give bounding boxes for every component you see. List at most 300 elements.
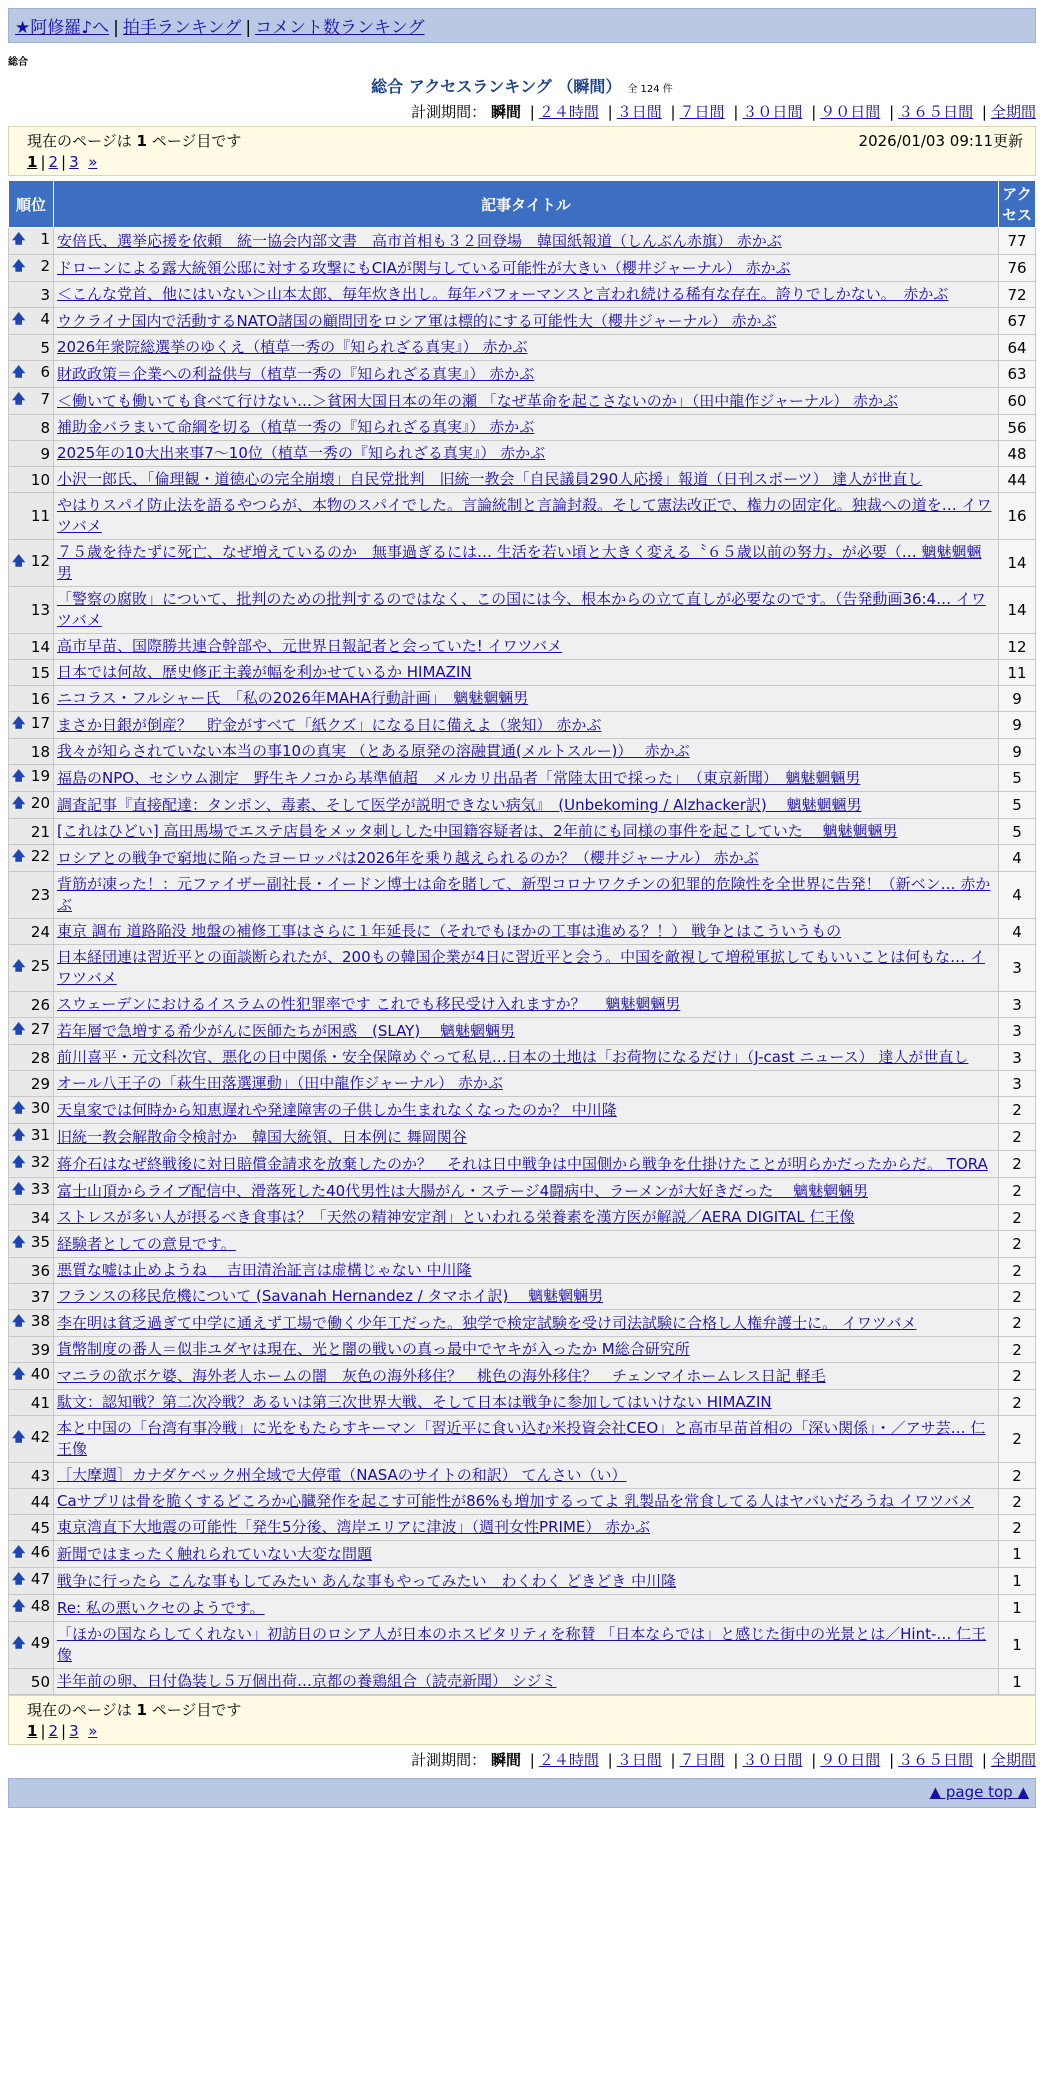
article-link[interactable]: 新聞ではまったく触れられていない大変な問題 [57, 1544, 373, 1563]
rank-number: 9 [40, 444, 50, 463]
title-cell [54, 819, 999, 845]
article-link[interactable]: フランスの移民危機について (Savanah Hernandez / タマホイ訳) 魑魅魍魎男 [57, 1287, 604, 1305]
rank-cell [9, 1310, 54, 1337]
table-row [9, 1205, 1036, 1231]
article-link[interactable]: 本と中国の「台湾有事冷戦」に光をもたらすキーマン「習近平に食い込む米投資会社CEO」と高市早苗首相の「深い関係」・／アサ芸… 仁王像 [57, 1419, 986, 1458]
pager-top: 現在のページは 1 ページ目です 2026/01/03 09:11更新 1 | 2 | 3 » [8, 126, 1036, 176]
table-row [9, 992, 1036, 1018]
table-row [9, 1284, 1036, 1310]
up-arrow-icon: 🡅 [12, 365, 26, 380]
rank-number: 36 [30, 1261, 50, 1280]
up-arrow-icon: 🡅 [12, 1367, 26, 1382]
table-row [9, 1310, 1036, 1337]
rank-cell [9, 919, 54, 945]
up-arrow-icon: 🡅 [12, 716, 26, 731]
asyura-home-link[interactable]: ★阿修羅♪へ [15, 18, 110, 38]
access-count: 14 [999, 587, 1036, 634]
access-count: 5 [999, 819, 1036, 845]
table-row [9, 712, 1036, 739]
table-row [9, 1416, 1036, 1463]
article-link[interactable]: 日本経団連は習近平との面談断られたが、200もの韓国企業が4日に習近平と会う。中国を敵視して増税軍拡してもいいことは何もな… イワツバメ [57, 948, 985, 987]
rank-number: 25 [30, 957, 50, 975]
period-link-7d[interactable]: ７日間 [679, 103, 725, 121]
access-count: 3 [999, 1045, 1036, 1071]
article-link[interactable]: 天皇家では何時から知恵遅れや発達障害の子供しか生まれなくなったのか？ 中川隆 [57, 1100, 617, 1119]
table-row [9, 1568, 1036, 1595]
ranking-table [8, 180, 1036, 1695]
up-arrow-icon: 🡅 [12, 1636, 26, 1651]
up-arrow-icon: 🡅 [12, 1101, 26, 1116]
item-count: 全 124 件 [627, 84, 673, 95]
access-count: 3 [999, 945, 1036, 992]
article-link[interactable]: 財政政策＝企業への利益供与（植草一秀の『知られざる真実』） 赤かぶ [57, 364, 535, 383]
article-link[interactable]: 2025年の10大出来事7～10位（植草一秀の『知られざる真実』） 赤かぶ [57, 444, 546, 462]
rank-number: 28 [30, 1048, 50, 1067]
table-row [9, 634, 1036, 660]
rank-cell [9, 255, 54, 282]
up-arrow-icon: 🡅 [12, 392, 26, 407]
title-cell [54, 467, 999, 493]
access-count: 5 [999, 792, 1036, 819]
article-link[interactable]: ウクライナ国内で活動するNATO諸国の顧問団をロシア軍は標的にする可能性大（櫻井ジャーナル） 赤かぶ [57, 311, 777, 330]
rank-number: 38 [30, 1312, 50, 1330]
access-count: 9 [999, 739, 1036, 765]
access-count: 14 [999, 540, 1036, 587]
table-row [9, 361, 1036, 388]
up-arrow-icon: 🡅 [12, 1430, 26, 1445]
title-cell [54, 1205, 999, 1231]
rank-number: 7 [40, 390, 50, 408]
up-arrow-icon: 🡅 [12, 1545, 26, 1560]
title-cell [54, 1258, 999, 1284]
article-link[interactable]: スウェーデンにおけるイスラムの性犯罪率です これでも移民受け入れますか？ 魑魅魍魎男 [57, 995, 681, 1013]
table-row [9, 872, 1036, 919]
rank-number: 17 [30, 714, 50, 732]
article-link[interactable]: ロシアとの戦争で窮地に陥ったヨーロッパは2026年を乗り越えられるのか？（櫻井ジャーナル） 赤かぶ [57, 848, 759, 867]
rank-number: 27 [30, 1020, 50, 1038]
title-cell [54, 919, 999, 945]
access-count: 2 [999, 1489, 1036, 1515]
rank-number: 31 [30, 1126, 50, 1144]
rank-cell [9, 660, 54, 686]
up-arrow-icon: 🡅 [12, 959, 26, 974]
article-link[interactable]: 福島のNPO、セシウム測定 野生キノコから基準値超 メルカリ出品者「常陸太田で採った」 （東京新聞） 魑魅魍魎男 [57, 768, 861, 787]
article-link[interactable]: [これはひどい] 高田馬場でエステ店員をメッタ刺しした中国籍容疑者は、2年前にも同様の事件を起こしていた 魑魅魍魎男 [57, 822, 898, 840]
rank-cell [9, 335, 54, 361]
period-link-30d-bottom[interactable]: ３０日間 [742, 1751, 803, 1769]
article-link[interactable]: オール八王子の「萩生田落選運動」（田中龍作ジャーナル） 赤かぶ [57, 1074, 503, 1092]
period-link-7d-bottom[interactable]: ７日間 [679, 1751, 725, 1769]
rank-number: 22 [30, 847, 50, 865]
access-count: 1 [999, 1568, 1036, 1595]
access-count: 2 [999, 1151, 1036, 1178]
rank-cell [9, 792, 54, 819]
table-row [9, 1071, 1036, 1097]
title-cell [54, 388, 999, 415]
up-arrow-icon: 🡅 [12, 1314, 26, 1329]
rank-number: 40 [30, 1365, 50, 1383]
title-cell [54, 1045, 999, 1071]
page-link-2[interactable]: 2 [48, 153, 59, 171]
up-arrow-icon: 🡅 [12, 232, 26, 247]
article-link[interactable]: 日本では何故、歴史修正主義が幅を利かせているか HIMAZIN [57, 663, 472, 681]
period-link-24h[interactable]: ２４時間 [538, 103, 599, 121]
period-selector-bottom: 計測期間： 瞬間 | ２４時間 | ３日間 | ７日間 | ３０日間 | ９０日間 | ３６５日間 | 全期間 [411, 1751, 1036, 1769]
rank-cell [9, 1541, 54, 1568]
rank-cell [9, 765, 54, 792]
up-arrow-icon: 🡅 [12, 554, 26, 569]
title-cell [54, 872, 999, 919]
rank-number: 30 [30, 1099, 50, 1117]
rank-number: 2 [40, 257, 50, 275]
article-link[interactable]: 前川喜平・元文科次官、悪化の日中関係・安全保障めぐって私見…日本の土地は「お荷物になるだけ」（J-cast ニュース） 達人が世直し [57, 1048, 969, 1066]
rank-cell [9, 1515, 54, 1541]
article-link[interactable]: 「ほかの国ならしてくれない」初訪日のロシア人が日本のホスピタリティを称賛 「日本ならでは」と感じた街中の光景とは／Hint-… 仁王像 [57, 1625, 987, 1664]
col-rank: 順位 [9, 181, 54, 228]
rank-cell [9, 872, 54, 919]
up-arrow-icon: 🡅 [12, 849, 26, 864]
up-arrow-icon: 🡅 [12, 1155, 26, 1170]
table-row [9, 1231, 1036, 1258]
footer-bar [8, 1778, 1036, 1808]
rank-number: 12 [30, 552, 50, 570]
period-current: 瞬間 [490, 103, 521, 121]
rank-cell [9, 388, 54, 415]
title-cell [54, 1018, 999, 1045]
table-row [9, 540, 1036, 587]
rank-cell [9, 1071, 54, 1097]
article-link[interactable]: 李在明は貧乏過ぎて中学に通えず工場で働く少年工だった。独学で検定試験を受け司法試験に合格し人権弁護士に。 イワツバメ [57, 1313, 917, 1332]
comment-ranking-link[interactable]: コメント数ランキング [255, 18, 425, 38]
title-cell [54, 634, 999, 660]
rank-number: 43 [30, 1466, 50, 1485]
col-access: アクセス [999, 181, 1036, 228]
access-count: 67 [999, 308, 1036, 335]
access-count: 1 [999, 1541, 1036, 1568]
article-link[interactable]: ドローンによる露大統領公邸に対する攻撃にもCIAが関与している可能性が大きい（櫻井ジャーナル） 赤かぶ [57, 258, 791, 277]
rank-cell [9, 1337, 54, 1363]
rank-number: 37 [30, 1287, 50, 1306]
rank-cell [9, 1669, 54, 1695]
access-count: 5 [999, 765, 1036, 792]
article-link[interactable]: まさか日銀が倒産？ 貯金がすべて「紙クズ」になる日に備えよ（衆知） 赤かぶ [57, 715, 602, 734]
rank-cell [9, 361, 54, 388]
title-cell [54, 765, 999, 792]
rank-cell [9, 1363, 54, 1390]
table-row [9, 1178, 1036, 1205]
table-row [9, 686, 1036, 712]
page-1-current-bottom: 1 [27, 1722, 38, 1740]
access-count: 3 [999, 992, 1036, 1018]
access-count: 9 [999, 712, 1036, 739]
title-cell [54, 1390, 999, 1416]
access-count: 9 [999, 686, 1036, 712]
title-cell [54, 660, 999, 686]
rank-cell [9, 441, 54, 467]
article-link[interactable]: 小沢一郎氏、「倫理観・道徳心の完全崩壊」自民党批判 旧統一教会「自民議員290人応援」報道（日刊スポーツ） 達人が世直し [57, 470, 923, 488]
title-cell [54, 1284, 999, 1310]
rank-cell [9, 1284, 54, 1310]
article-link[interactable]: 東京湾直下大地震の可能性「発生5分後、湾岸エリアに津波」（週刊女性PRIME） 赤かぶ [57, 1518, 651, 1536]
article-link[interactable]: 調査記事『直接配達：タンポン、毒素、そして医学が説明できない病気』 (Unbekoming / Alzhacker訳) 魑魅魍魎男 [57, 795, 862, 814]
rank-cell [9, 1258, 54, 1284]
rank-cell [9, 1622, 54, 1669]
article-link[interactable]: 戦争に行ったら こんな事もしてみたい あんな事もやってみたい＿わくわく どきどき 中川隆 [57, 1571, 677, 1590]
access-count: 4 [999, 872, 1036, 919]
table-row [9, 282, 1036, 308]
up-arrow-icon: 🡅 [12, 1235, 26, 1250]
rank-cell [9, 1463, 54, 1489]
up-arrow-icon: 🡅 [12, 1182, 26, 1197]
title-cell [54, 1669, 999, 1695]
article-link[interactable]: 悪質な嘘は止めようね ＿吉田清治証言は虚構じゃない 中川隆 [57, 1261, 472, 1279]
title-cell [54, 1463, 999, 1489]
table-row [9, 765, 1036, 792]
pager-bottom: 現在のページは 1 ページ目です 1 | 2 | 3 » [8, 1695, 1036, 1745]
rank-cell [9, 1568, 54, 1595]
rank-cell [9, 1231, 54, 1258]
article-link[interactable]: 補助金バラまいて命綱を切る（植草一秀の『知られざる真実』） 赤かぶ [57, 418, 535, 436]
table-row [9, 255, 1036, 282]
article-link[interactable]: マニラの欲ボケ婆、海外老人ホームの闇 灰色の海外移住？ 桃色の海外移住？ チェンマイホームレス日記 軽毛 [57, 1366, 826, 1385]
access-count: 60 [999, 388, 1036, 415]
table-row [9, 1463, 1036, 1489]
period-link-365d-bottom[interactable]: ３６５日間 [898, 1751, 974, 1769]
rank-cell [9, 1205, 54, 1231]
access-count: 2 [999, 1310, 1036, 1337]
title-cell [54, 335, 999, 361]
up-arrow-icon: 🡅 [12, 1022, 26, 1037]
article-link[interactable]: 貨幣制度の番人＝似非ユダヤは現在、光と闇の戦いの真っ最中でヤキが入ったか M総合研究所 [57, 1340, 690, 1358]
title-cell [54, 1178, 999, 1205]
article-link[interactable]: ＜働いても働いても食べて行けない…＞貧困大国日本の年の瀬 「なぜ革命を起こさないのか」（田中龍作ジャーナル） 赤かぶ [57, 391, 898, 410]
article-link[interactable]: ストレスが多い人が摂るべき食事は？「天然の精神安定剤」といわれる栄養素を漢方医が解説／AERA DIGITAL 仁王像 [57, 1208, 855, 1226]
period-link-3d[interactable]: ３日間 [616, 103, 662, 121]
table-row [9, 1258, 1036, 1284]
table-row [9, 1595, 1036, 1622]
title-cell [54, 1363, 999, 1390]
rank-number: 46 [30, 1543, 50, 1561]
period-link-90d[interactable]: ９０日間 [820, 103, 881, 121]
article-link[interactable]: 若年層で急増する希少がんに医師たちが困惑 (SLAY) 魑魅魍魎男 [57, 1021, 515, 1040]
current-page-text: 現在のページは 1 ページ目です [27, 132, 242, 150]
rank-number: 33 [30, 1180, 50, 1198]
access-count: 48 [999, 441, 1036, 467]
rank-number: 19 [30, 767, 50, 785]
article-link[interactable]: Re: 私の悪いクセのようです。 [57, 1598, 265, 1617]
table-row [9, 792, 1036, 819]
access-count: 2 [999, 1363, 1036, 1390]
period-link-24h-bottom[interactable]: ２４時間 [538, 1751, 599, 1769]
title-cell [54, 1489, 999, 1515]
rank-cell [9, 1018, 54, 1045]
period-link-30d[interactable]: ３０日間 [742, 103, 803, 121]
rank-number: 39 [30, 1340, 50, 1359]
period-link-90d-bottom[interactable]: ９０日間 [820, 1751, 881, 1769]
article-link[interactable]: 経験者としての意見です。 [57, 1234, 236, 1253]
page-link-3-bottom[interactable]: 3 [69, 1722, 79, 1740]
title-cell [54, 493, 999, 540]
title-cell [54, 1416, 999, 1463]
rank-cell [9, 686, 54, 712]
rank-number: 6 [40, 363, 50, 381]
table-row [9, 1489, 1036, 1515]
table-row [9, 919, 1036, 945]
rank-number: 26 [30, 995, 50, 1014]
title-cell [54, 992, 999, 1018]
access-count: 76 [999, 255, 1036, 282]
rank-number: 35 [30, 1233, 50, 1251]
ranking-title: 総合 アクセスランキング （瞬間） [371, 77, 622, 96]
article-link[interactable]: ＜こんな党首、他にはいない＞山本太郎、毎年炊き出し。毎年パフォーマンスと言われ続ける稀有な存在。誇りでしかない。 赤かぶ [57, 285, 949, 303]
page-top-link[interactable]: ▲ page top ▲ [929, 1783, 1029, 1801]
title-cell [54, 945, 999, 992]
article-link[interactable]: ７５歳を待たずに死亡、なぜ増えているのか 無事過ぎるには… 生活を若い頃と大きく変える〝６５歳以前の努力〟が必要（… 魑魅魍魎男 [57, 543, 982, 582]
rank-number: 18 [30, 742, 50, 761]
article-link[interactable]: 背筋が凍った！：元ファイザー副社長・イードン博士は命を賭して、新型コロナワクチンの犯罪的危険性を全世界に告発！（新ベン… 赤かぶ [57, 875, 991, 914]
table-row [9, 1363, 1036, 1390]
rank-cell [9, 945, 54, 992]
article-link[interactable]: やはりスパイ防止法を語るやつらが、本物のスパイでした。言論統制と言論封殺。そして憲法改正で、権力の固定化。独裁への道を… イワツバメ [57, 496, 992, 535]
access-count: 2 [999, 1097, 1036, 1124]
up-arrow-icon: 🡅 [12, 796, 26, 811]
up-arrow-icon: 🡅 [12, 312, 26, 327]
title-cell [54, 712, 999, 739]
rank-number: 15 [30, 663, 50, 682]
article-link[interactable]: Caサプリは骨を脆くするどころか心臓発作を起こす可能性が86%も増加するってよ 乳製品を常食してる人はヤバいだろうね イワツバメ [57, 1492, 974, 1510]
article-link[interactable]: ［大摩週］カナダケベック州全域で大停電（NASAのサイトの和訳） てんさい（い） [57, 1466, 627, 1484]
article-link[interactable]: 半年前の卵、日付偽装し５万個出荷…京都の養鶏組合（読売新聞） シジミ [57, 1672, 557, 1690]
access-count: 63 [999, 361, 1036, 388]
table-row [9, 1124, 1036, 1151]
article-link[interactable]: 「警察の腐敗」について、批判のための批判するのではなく、この国には今、根本からの立て直しが必要なのです。（告発動画36:4… イワツバメ [57, 590, 986, 629]
rank-cell [9, 712, 54, 739]
period-current-bottom: 瞬間 [490, 1751, 521, 1769]
updated-timestamp: 2026/01/03 09:11更新 [858, 132, 1023, 150]
rank-number: 16 [30, 689, 50, 708]
table-row [9, 819, 1036, 845]
access-count: 2 [999, 1515, 1036, 1541]
access-count: 16 [999, 493, 1036, 540]
article-link[interactable]: ニコラス・フルシャー氏 「私の2026年MAHA行動計画」 魑魅魍魎男 [57, 689, 529, 707]
title-cell [54, 1231, 999, 1258]
rank-cell [9, 819, 54, 845]
table-row [9, 1390, 1036, 1416]
next-page-link[interactable]: » [88, 153, 98, 171]
rank-number: 13 [30, 601, 50, 619]
table-row [9, 1151, 1036, 1178]
table-row [9, 493, 1036, 540]
access-count: 2 [999, 1284, 1036, 1310]
title-cell [54, 1595, 999, 1622]
table-row [9, 415, 1036, 441]
article-link[interactable]: 2026年衆院総選挙のゆくえ（植草一秀の『知られざる真実』） 赤かぶ [57, 338, 528, 356]
table-row [9, 739, 1036, 765]
access-count: 3 [999, 1018, 1036, 1045]
period-link-all-bottom[interactable]: 全期間 [990, 1751, 1036, 1769]
access-count: 2 [999, 1337, 1036, 1363]
title-cell [54, 1337, 999, 1363]
article-link[interactable]: 旧統一教会解散命令検討か 韓国大統領、日本例に 舞岡関谷 [57, 1127, 467, 1146]
rank-number: 48 [30, 1597, 50, 1615]
title-cell [54, 282, 999, 308]
table-row [9, 1622, 1036, 1669]
article-link[interactable]: 富士山頂からライブ配信中、滑落死した40代男性は大腸がん・ステージ4闘病中、ラーメンが大好きだった 魑魅魍魎男 [57, 1181, 869, 1200]
article-link[interactable]: 東京 調布 道路陥没 地盤の補修工事はさらに１年延長に（それでもほかの工事は進める？！） 戦争とはこういうもの [57, 922, 842, 940]
access-count: 56 [999, 415, 1036, 441]
access-count: 1 [999, 1595, 1036, 1622]
table-row [9, 228, 1036, 255]
table-row [9, 467, 1036, 493]
table-row [9, 1669, 1036, 1695]
article-link[interactable]: 高市早苗、国際勝共連合幹部や、元世界日報記者と会っていた! イワツバメ [57, 637, 563, 655]
table-row [9, 1018, 1036, 1045]
rank-cell [9, 1416, 54, 1463]
rank-number: 24 [30, 922, 50, 941]
access-count: 64 [999, 335, 1036, 361]
rank-cell [9, 282, 54, 308]
rank-cell [9, 228, 54, 255]
rank-cell [9, 493, 54, 540]
title-cell [54, 1541, 999, 1568]
page-link-3[interactable]: 3 [69, 153, 79, 171]
up-arrow-icon: 🡅 [12, 1128, 26, 1143]
access-count: 77 [999, 228, 1036, 255]
clap-ranking-link[interactable]: 拍手ランキング [122, 18, 242, 38]
rank-cell [9, 634, 54, 660]
period-link-3d-bottom[interactable]: ３日間 [616, 1751, 662, 1769]
title-cell [54, 739, 999, 765]
article-link[interactable]: 我々が知らされていない本当の事10の真実 （とある原発の溶融貫通(メルトスルー)） 赤かぶ [57, 742, 690, 760]
title-cell [54, 1151, 999, 1178]
title-cell [54, 1515, 999, 1541]
rank-number: 5 [40, 338, 50, 357]
table-row [9, 660, 1036, 686]
table-row [9, 388, 1036, 415]
access-count: 2 [999, 1390, 1036, 1416]
access-count: 4 [999, 919, 1036, 945]
rank-cell [9, 845, 54, 872]
table-row [9, 441, 1036, 467]
rank-number: 14 [30, 637, 50, 656]
rank-number: 23 [30, 886, 50, 904]
article-link[interactable]: 駄文：認知戦？第二次冷戦？あるいは第三次世界大戦、そして日本は戦争に参加してはいけない HIMAZIN [57, 1393, 772, 1411]
period-link-all[interactable]: 全期間 [990, 103, 1036, 121]
access-count: 12 [999, 634, 1036, 660]
rank-cell [9, 587, 54, 634]
table-row [9, 1097, 1036, 1124]
page-link-2-bottom[interactable]: 2 [48, 1722, 59, 1740]
next-page-link-bottom[interactable]: » [88, 1722, 98, 1740]
rank-cell [9, 1595, 54, 1622]
access-count: 1 [999, 1622, 1036, 1669]
period-label-bottom: 計測期間： [411, 1751, 487, 1769]
period-link-365d[interactable]: ３６５日間 [898, 103, 974, 121]
title-cell [54, 1310, 999, 1337]
up-arrow-icon: 🡅 [12, 259, 26, 274]
nav-separator: | [113, 18, 119, 38]
rank-number: 41 [30, 1393, 50, 1412]
table-row [9, 1515, 1036, 1541]
table-row [9, 1541, 1036, 1568]
rank-cell [9, 540, 54, 587]
title-cell [54, 441, 999, 467]
rank-number: 10 [30, 470, 50, 489]
article-link[interactable]: 安倍氏、選挙応援を依頼 統一協会内部文書 高市首相も３２回登場 韓国紙報道（しんぶん赤旗） 赤かぶ [57, 231, 782, 250]
table-row [9, 587, 1036, 634]
article-link[interactable]: 蒋介石はなぜ終戦後に対日賠償金請求を放棄したのか？ それは日中戦争は中国側から戦争を仕掛けたことが明らかだったからだ。 TORA [57, 1154, 988, 1173]
access-count: 2 [999, 1231, 1036, 1258]
